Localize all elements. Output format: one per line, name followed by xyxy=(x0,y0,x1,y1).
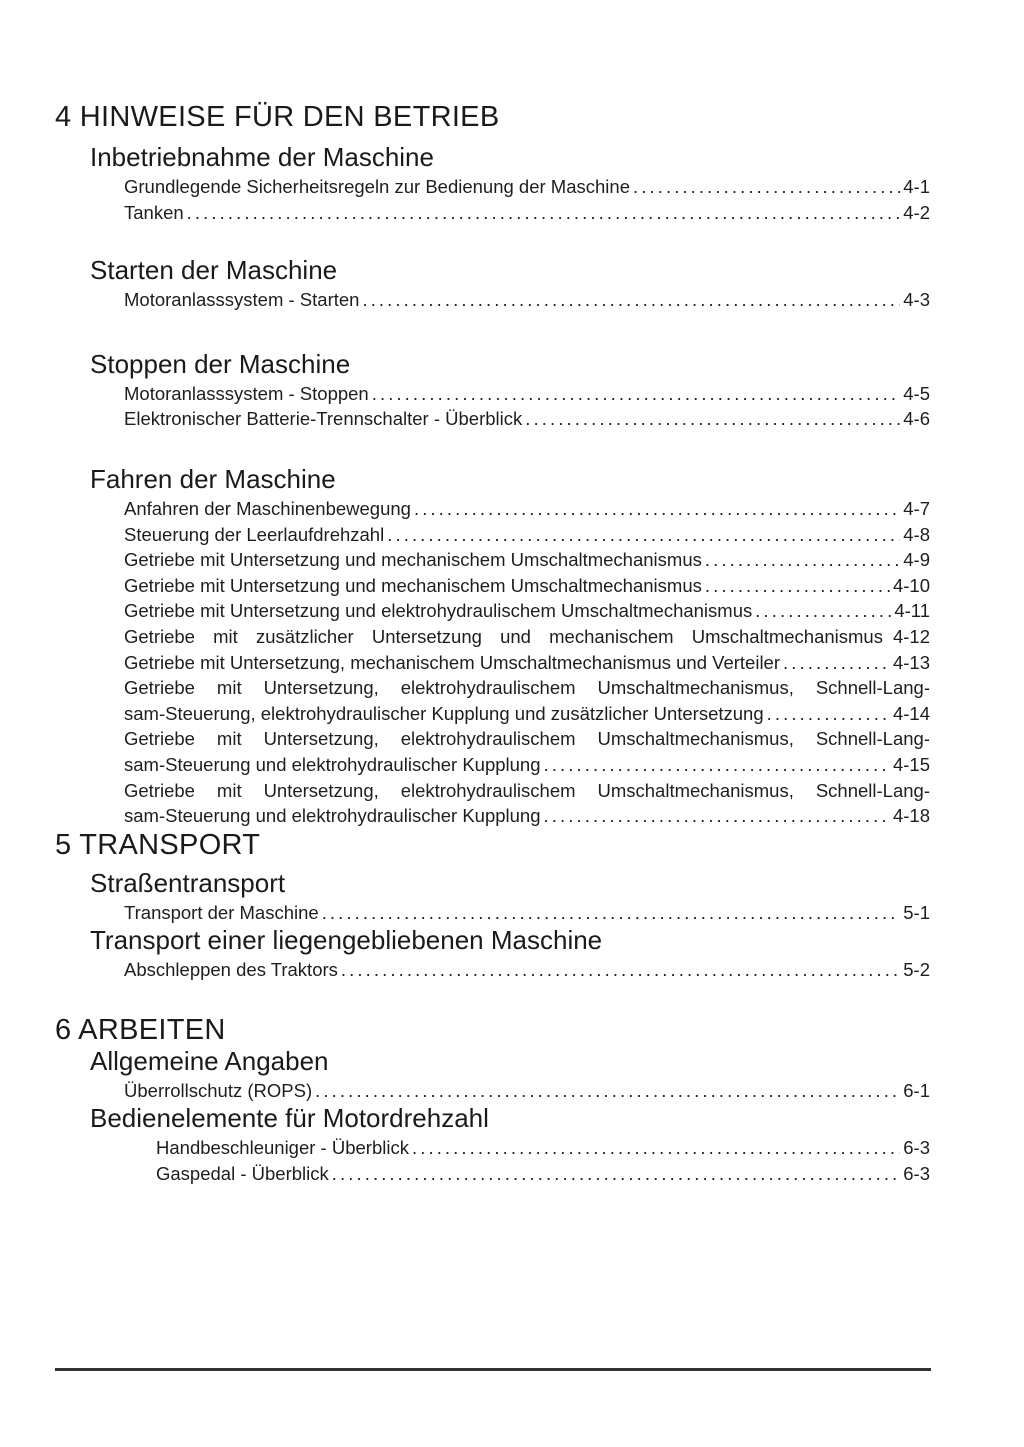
toc-entry xyxy=(124,624,930,650)
entry-title: Überrollschutz (ROPS) xyxy=(124,1079,313,1101)
chapter-title: 4 HINWEISE FÜR DEN BETRIEB xyxy=(55,101,500,133)
dot-leader xyxy=(315,1078,900,1104)
dot-leader xyxy=(783,650,890,676)
page-number: 4-5 xyxy=(903,382,930,404)
chapter-title: 6 ARBEITEN xyxy=(55,1013,226,1046)
page-number: 4-3 xyxy=(903,289,930,311)
page-number: 4-12 xyxy=(892,625,930,647)
page-number: 5-2 xyxy=(903,959,930,981)
page-number: 4-7 xyxy=(903,497,930,519)
toc-entry xyxy=(124,675,930,726)
entry-list xyxy=(124,174,930,225)
entry-title: Anfahren der Maschinenbewegung xyxy=(124,497,411,519)
toc-entry xyxy=(124,200,930,226)
dot-leader xyxy=(525,406,900,432)
dot-leader xyxy=(412,1135,900,1161)
dot-leader xyxy=(705,573,890,599)
page-number: 4-6 xyxy=(903,408,930,430)
dot-leader xyxy=(544,752,890,778)
entry-title: Motoranlasssystem - Starten xyxy=(124,289,360,311)
entry-title: Transport der Maschine xyxy=(124,901,319,923)
page-number: 6-1 xyxy=(903,1079,930,1101)
footer-divider xyxy=(55,1368,931,1371)
dot-leader xyxy=(544,803,890,829)
toc-entry xyxy=(124,174,930,200)
toc-entry xyxy=(156,1135,930,1161)
page-number: 6-3 xyxy=(903,1137,930,1159)
toc-entry xyxy=(124,726,930,777)
page-number: 4-13 xyxy=(892,651,930,673)
toc-entry xyxy=(124,287,930,313)
dot-leader xyxy=(362,287,900,313)
toc-entry xyxy=(124,957,930,983)
entry-title: Getriebe mit Untersetzung und mechanischem Umschaltmechanismus xyxy=(124,549,702,571)
section-title: Bedienelemente für Motordrehzahl xyxy=(90,1103,489,1134)
page-number: 6-3 xyxy=(903,1163,930,1185)
page-number: 4-2 xyxy=(903,201,930,223)
dot-leader xyxy=(322,900,901,926)
dot-leader xyxy=(755,598,891,624)
page-number: 4-10 xyxy=(892,574,930,596)
page-number: 4-14 xyxy=(892,702,930,724)
page-number: 4-11 xyxy=(894,600,930,622)
dot-leader xyxy=(372,381,901,407)
page-number: 4-15 xyxy=(892,753,930,775)
entry-title: Elektronischer Batterie-Trennschalter - Überblick xyxy=(124,408,523,430)
dot-leader xyxy=(332,1161,901,1187)
entry-title: Tanken xyxy=(124,201,184,223)
toc-entry xyxy=(124,573,930,599)
dot-leader xyxy=(341,957,900,983)
section-title: Inbetriebnahme der Maschine xyxy=(90,142,434,172)
section-title: Allgemeine Angaben xyxy=(90,1045,329,1076)
page-number: 4-18 xyxy=(892,805,930,827)
entry-list xyxy=(124,957,930,983)
entry-list xyxy=(124,496,930,829)
entry-title-wrap: Getriebe mit Untersetzung, elektrohydraulischem Umschaltmechanismus, Schnell-Lang- xyxy=(124,779,930,801)
section-title: Straßentransport xyxy=(90,867,286,898)
section-title: Fahren der Maschine xyxy=(90,463,336,494)
entry-list xyxy=(156,1135,930,1186)
entry-title: sam-Steuerung, elektrohydraulischer Kupplung und zusätzlicher Untersetzung xyxy=(124,702,764,724)
entry-title: sam-Steuerung und elektrohydraulischer Kupplung xyxy=(124,805,541,827)
dot-leader xyxy=(414,496,900,522)
entry-title-wrap: Getriebe mit Untersetzung, elektrohydraulischem Umschaltmechanismus, Schnell-Lang- xyxy=(124,677,930,699)
entry-list xyxy=(124,1078,930,1104)
dot-leader xyxy=(187,200,901,226)
page-number: 4-8 xyxy=(903,523,930,545)
page-number: 5-1 xyxy=(903,901,930,923)
toc-entry xyxy=(124,778,930,829)
entry-list xyxy=(124,287,930,313)
entry-title: Abschleppen des Traktors xyxy=(124,959,338,981)
entry-title: sam-Steuerung und elektrohydraulischer Kupplung xyxy=(124,753,541,775)
toc-entry xyxy=(124,381,930,407)
entry-title-wrap: Getriebe mit Untersetzung, elektrohydraulischem Umschaltmechanismus, Schnell-Lang- xyxy=(124,728,930,750)
toc-entry xyxy=(124,522,930,548)
toc-entry xyxy=(124,598,930,624)
section-title: Transport einer liegengebliebenen Maschine xyxy=(90,925,603,956)
entry-title: Gaspedal - Überblick xyxy=(156,1163,329,1185)
entry-title: Getriebe mit Untersetzung, mechanischem Umschaltmechanismus und Verteiler xyxy=(124,651,781,673)
page-number: 4-1 xyxy=(903,176,930,197)
toc-entry xyxy=(124,496,930,522)
entry-list xyxy=(124,381,930,432)
toc-entry xyxy=(156,1161,930,1187)
entry-title: Steuerung der Leerlaufdrehzahl xyxy=(124,523,385,545)
page-number: 4-9 xyxy=(903,549,930,571)
chapter-title: 5 TRANSPORT xyxy=(55,828,261,861)
section-title: Starten der Maschine xyxy=(90,255,338,286)
entry-title: Getriebe mit zusätzlicher Untersetzung und mechanischem Umschaltmechanismus xyxy=(124,625,883,647)
toc-entry xyxy=(124,547,930,573)
toc-entry xyxy=(124,650,930,676)
dot-leader xyxy=(767,701,890,727)
dot-leader xyxy=(633,174,900,200)
section-title: Stoppen der Maschine xyxy=(90,348,351,379)
entry-title: Motoranlasssystem - Stoppen xyxy=(124,382,369,404)
dot-leader xyxy=(387,522,900,548)
entry-title: Getriebe mit Untersetzung und mechanischem Umschaltmechanismus xyxy=(124,574,702,596)
entry-title: Getriebe mit Untersetzung und elektrohydraulischem Umschaltmechanismus xyxy=(124,600,753,622)
entry-list xyxy=(124,900,930,926)
dot-leader xyxy=(705,547,900,573)
toc-entry xyxy=(124,1078,930,1104)
toc-entry xyxy=(124,406,930,432)
toc-entry xyxy=(124,900,930,926)
entry-title: Grundlegende Sicherheitsregeln zur Bedienung der Maschine xyxy=(124,176,630,197)
entry-title: Handbeschleuniger - Überblick xyxy=(156,1137,409,1159)
